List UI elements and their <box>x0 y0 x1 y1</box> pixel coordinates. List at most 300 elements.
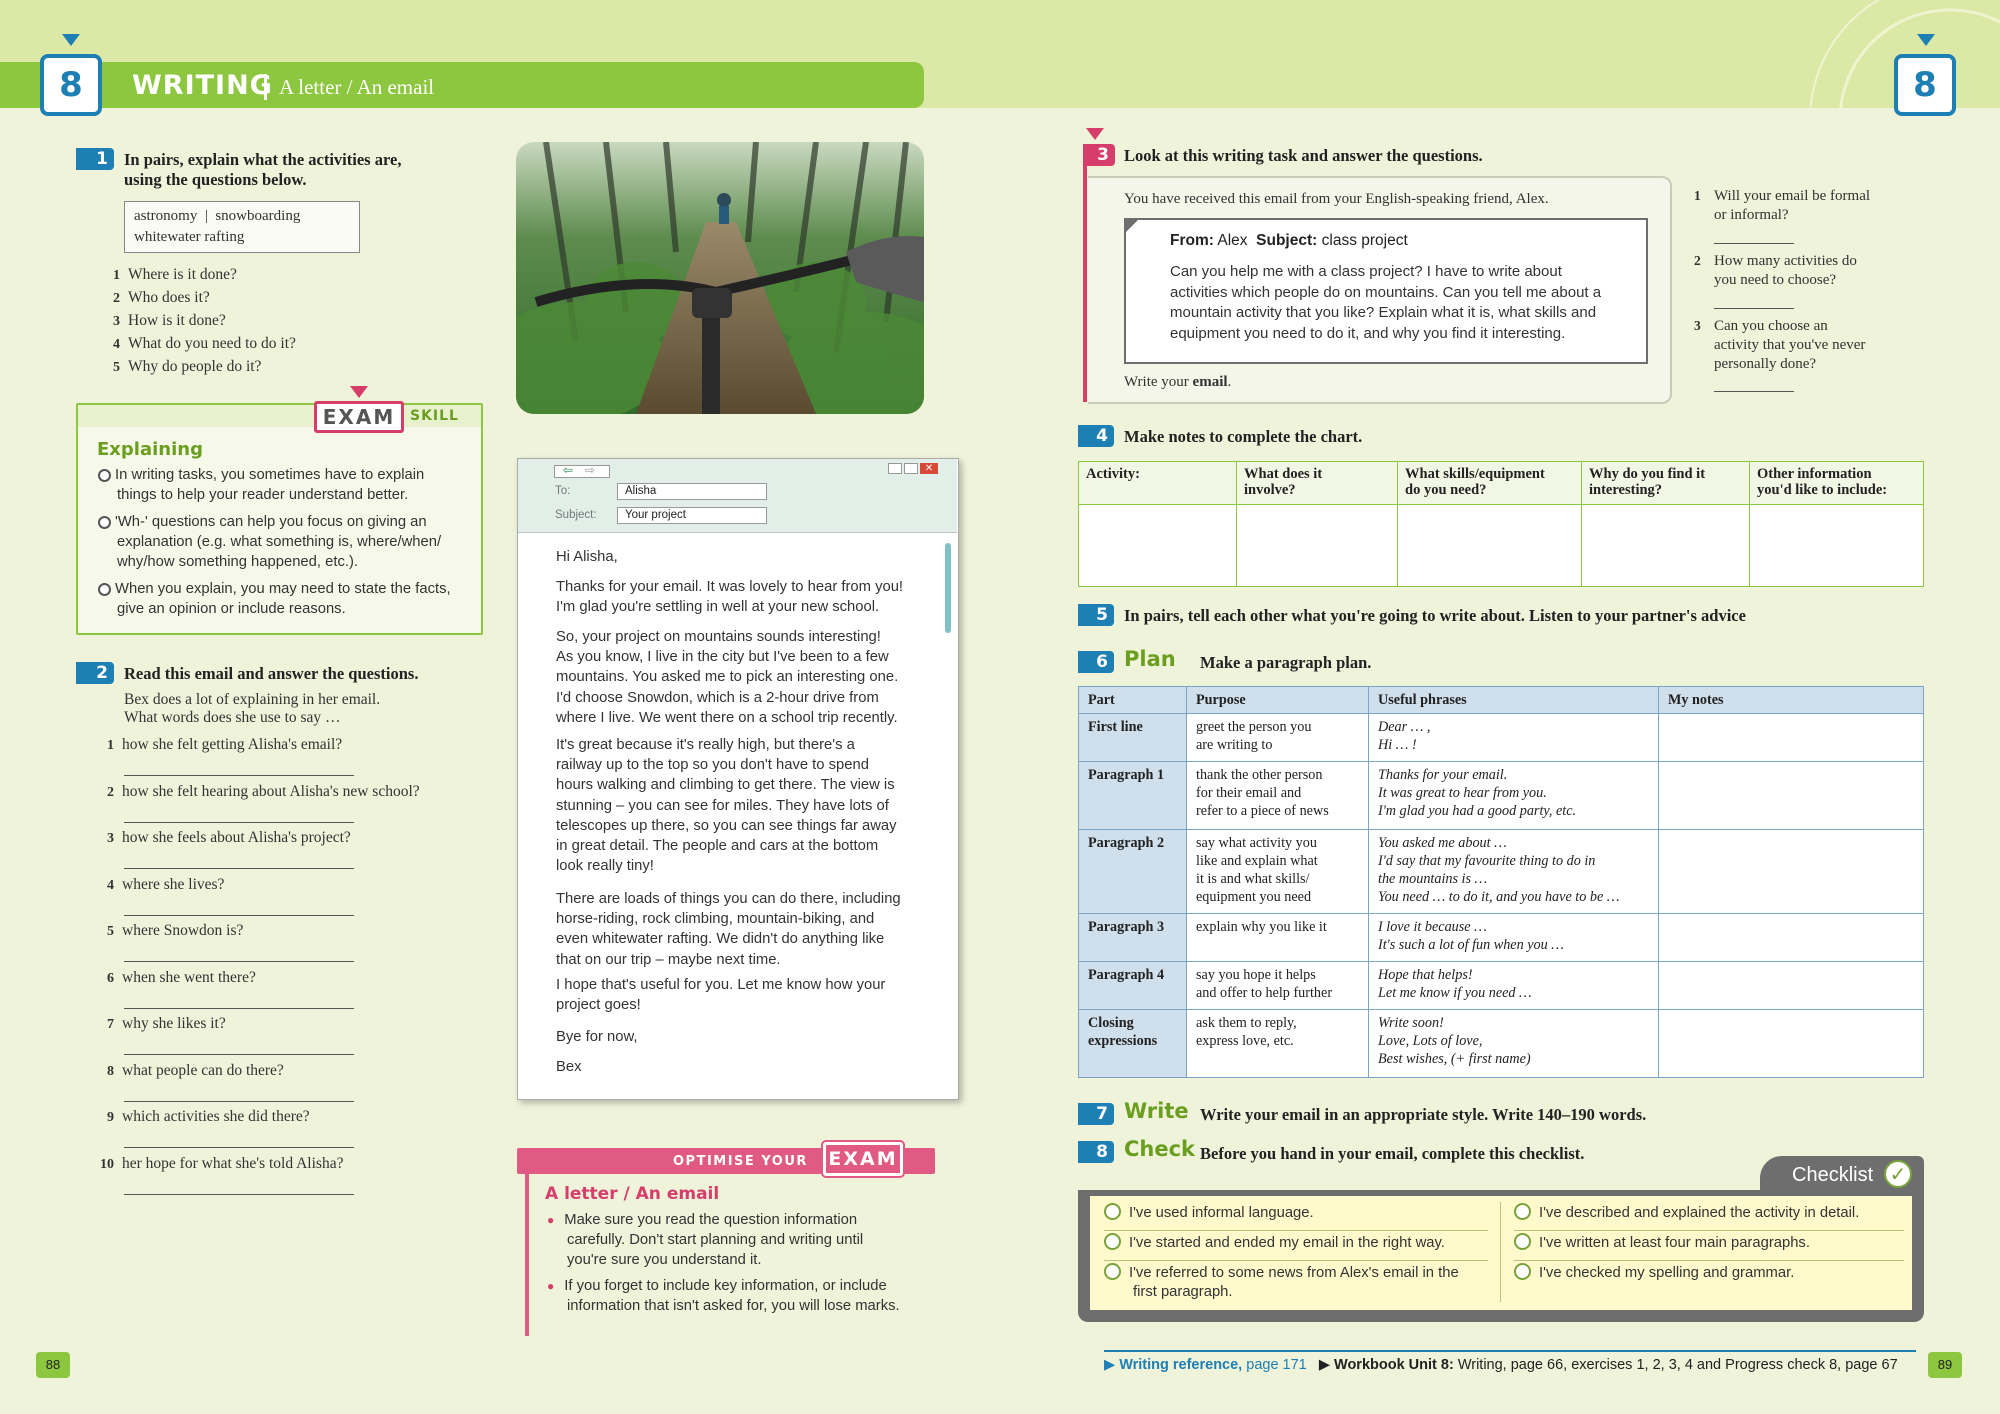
side-question-number: 3 <box>1694 318 1701 333</box>
bullet-line: things to help your reader understand better. <box>117 487 409 503</box>
question-text: How is it done? <box>128 312 226 329</box>
play-arrow-icon: ▶ <box>1318 1357 1330 1373</box>
question-number: 5 <box>107 924 114 939</box>
email-header <box>518 459 957 533</box>
email-body-line: telescopes up there, so you can see things far away <box>556 817 897 834</box>
question-text: why she likes it? <box>122 1015 226 1032</box>
exercise-4-badge: 4 <box>1078 425 1114 447</box>
question-number: 9 <box>107 1110 114 1125</box>
close-icon[interactable]: ✕ <box>920 463 938 474</box>
checklist-item[interactable] <box>1514 1233 1810 1253</box>
checkbox-circle-icon[interactable] <box>1514 1263 1531 1280</box>
header-line: What does it <box>1244 466 1323 482</box>
write-your-email <box>1124 374 1231 391</box>
optimise-label: OPTIMISE YOUR <box>673 1154 808 1169</box>
exercise-5-badge: 5 <box>1078 604 1114 626</box>
cell-line: Best wishes, (+ first name) <box>1378 1051 1531 1067</box>
plan-cell-purpose <box>1187 714 1369 762</box>
exam-skill-box <box>76 403 483 635</box>
exercise-6-instruction: Make a paragraph plan. <box>1200 653 1372 672</box>
email-body-line: As you know, I live in the city but I've been to a few <box>556 649 889 666</box>
plan-row <box>1079 962 1924 1010</box>
cell-line: Paragraph 2 <box>1088 835 1165 851</box>
question-number: 3 <box>113 314 120 329</box>
optimise-exam-box <box>517 1148 935 1314</box>
minimize-icon[interactable] <box>888 463 902 474</box>
question-text: which activities she did there? <box>122 1108 310 1125</box>
side-question <box>1694 186 1894 225</box>
skill-label: SKILL <box>410 408 459 424</box>
notes-chart <box>1078 461 1924 587</box>
cell-line: It was great to hear from you. <box>1378 785 1547 801</box>
email-body-line: I'm glad you're settling in well at your new school. <box>556 599 880 616</box>
checklist-divider <box>1500 1202 1501 1302</box>
body-line: mountain activity that you like? Explain what it is, what skills and <box>1170 304 1597 321</box>
cell-line: Closing <box>1088 1015 1134 1031</box>
bullet-line: If you forget to include key information, or include <box>564 1278 887 1294</box>
plan-cell-phrases <box>1369 762 1659 830</box>
checklist-item[interactable] <box>1104 1203 1314 1223</box>
side-question <box>1694 251 1894 290</box>
checkbox-circle-icon[interactable] <box>1514 1233 1531 1250</box>
answer-line[interactable] <box>124 915 354 916</box>
header-line: Activity: <box>1086 466 1140 482</box>
question-number: 3 <box>107 831 114 846</box>
question-text: What do you need to do it? <box>128 335 296 352</box>
corner-fold <box>1126 220 1138 232</box>
skill-bullet <box>98 579 478 619</box>
plan-cell-part <box>1079 962 1187 1010</box>
body-line: Can you help me with a class project? I have to write about <box>1170 263 1562 280</box>
checklist-item[interactable] <box>1104 1263 1459 1302</box>
checklist-text: first paragraph. <box>1133 1284 1233 1300</box>
plan-cell-phrases <box>1369 914 1659 962</box>
bullet-line: why/how something happened, etc.). <box>117 554 359 570</box>
plan-cell-purpose <box>1187 830 1369 914</box>
unit-number-badge-right: 8 <box>1894 54 1956 116</box>
question-text: what people can do there? <box>122 1061 284 1079</box>
plan-row <box>1079 1010 1924 1078</box>
exercise-2-intro-line2: What words does she use to say … <box>124 709 341 726</box>
plan-header-cell: Purpose <box>1187 687 1369 714</box>
side-question-line: or informal? <box>1714 207 1789 223</box>
exercise-3-side-bar <box>1083 144 1087 402</box>
ex2-question <box>92 1015 226 1033</box>
question-text: when she went there? <box>122 968 256 986</box>
to-label: To: <box>555 485 571 497</box>
checklist-item[interactable] <box>1514 1203 1859 1223</box>
optimise-side-bar <box>525 1174 529 1336</box>
plan-cell-part <box>1079 762 1187 830</box>
answer-line[interactable] <box>1714 243 1794 244</box>
answer-line[interactable] <box>124 1054 354 1055</box>
writing-task-intro: You have received this email from your English-speaking friend, Alex. <box>1124 191 1549 207</box>
alex-email-body <box>1170 262 1640 344</box>
question-number: 8 <box>107 1063 114 1079</box>
checklist-text: I've written at least four main paragraphs. <box>1539 1235 1810 1251</box>
exercise-7-badge: 7 <box>1078 1103 1114 1125</box>
question-number: 4 <box>107 877 114 893</box>
chart-header-cell <box>1750 462 1924 505</box>
exercise-5-instruction: In pairs, tell each other what you're going to write about. Listen to your partner's advice <box>1124 606 1746 625</box>
cell-line: Love, Lots of love, <box>1378 1033 1483 1049</box>
checkmark-icon: ✓ <box>1884 1160 1912 1188</box>
cell-line: First line <box>1088 719 1143 735</box>
page-number-right: 89 <box>1928 1352 1962 1378</box>
answer-line[interactable] <box>124 1194 354 1195</box>
answer-line[interactable] <box>1714 391 1794 392</box>
email-body-line: in great detail. The people and cars at the bottom <box>556 838 879 854</box>
page-number-left: 88 <box>36 1352 70 1378</box>
paragraph-plan-table <box>1078 686 1924 1078</box>
ex1-question <box>98 335 296 353</box>
cell-line: ask them to reply, <box>1196 1015 1297 1031</box>
cell-line: You asked me about … <box>1378 835 1507 851</box>
activity-word-box <box>124 201 360 253</box>
side-question-line: Can you choose an <box>1714 318 1828 334</box>
play-arrow-icon: ▶ <box>1104 1357 1116 1373</box>
plan-cell-phrases <box>1369 1010 1659 1078</box>
cell-line: it is and what skills/ <box>1196 871 1310 887</box>
back-arrow-icon[interactable]: ⇦ <box>563 463 574 477</box>
bullet-line: give an opinion or include reasons. <box>117 601 346 617</box>
workbook-label: Workbook Unit 8: <box>1334 1357 1454 1373</box>
cell-line: thank the other person <box>1196 767 1323 783</box>
body-line: equipment you need to do it, and why you find it interesting. <box>1170 324 1566 342</box>
ex2-question <box>92 876 224 894</box>
ex1-question <box>98 312 226 330</box>
cell-line: Write soon! <box>1378 1015 1444 1031</box>
bullet-line: In writing tasks, you sometimes have to explain <box>115 467 425 483</box>
section-title: WRITING <box>132 70 273 101</box>
ex2-question <box>92 969 256 987</box>
checkbox-circle-icon[interactable] <box>1104 1233 1121 1250</box>
write-word: email <box>1192 374 1228 390</box>
answer-line[interactable] <box>124 961 354 962</box>
exercise-1-instruction-line1: In pairs, explain what the activities are, <box>124 150 402 169</box>
plan-header-row <box>1079 687 1924 714</box>
exercise-7-instruction: Write your email in an appropriate style. Write 140–190 words. <box>1200 1105 1647 1124</box>
side-question <box>1694 316 1894 374</box>
cell-line: Thanks for your email. <box>1378 767 1508 783</box>
subject-label: Subject: <box>555 509 597 521</box>
question-number: 6 <box>107 970 114 986</box>
plan-cell-part <box>1079 830 1187 914</box>
chart-header-row <box>1079 462 1924 505</box>
cell-line: explain why you like it <box>1196 919 1327 935</box>
checklist-text: I've checked my spelling and grammar. <box>1539 1265 1795 1281</box>
subject-value: class project <box>1321 232 1408 249</box>
answer-line[interactable] <box>124 775 354 776</box>
email-body-line: Thanks for your email. It was lovely to hear from you! <box>556 579 904 595</box>
checkbox-circle-icon[interactable] <box>1514 1203 1531 1220</box>
exercise-2-badge: 2 <box>76 662 114 684</box>
optimise-exam-label: EXAM <box>823 1142 903 1176</box>
cell-line: It's such a lot of fun when you … <box>1378 937 1564 953</box>
bullet-line: you're sure you understand it. <box>567 1252 762 1268</box>
exercise-8-instruction: Before you hand in your email, complete this checklist. <box>1200 1144 1585 1163</box>
row-rule <box>1104 1230 1488 1231</box>
question-text: how she felt hearing about Alisha's new school? <box>122 782 420 800</box>
word-box-line2: whitewater rafting <box>134 229 245 245</box>
cell-line: and offer to help further <box>1196 985 1333 1001</box>
plan-row <box>1079 830 1924 914</box>
cell-line: refer to a piece of news <box>1196 803 1329 819</box>
cell-line: say what activity you <box>1196 835 1317 851</box>
cell-line: expressions <box>1088 1033 1158 1049</box>
chart-input-cell[interactable] <box>1750 505 1924 587</box>
plan-word: Plan <box>1124 647 1176 671</box>
question-text: where she lives? <box>122 875 225 893</box>
email-body-line: So, your project on mountains sounds interesting! <box>556 629 881 645</box>
marker-triangle <box>1917 34 1935 46</box>
marker-triangle <box>62 34 80 46</box>
cell-line: Paragraph 3 <box>1088 919 1165 935</box>
ex2-question <box>92 736 342 754</box>
bullet-line: explanation (e.g. what something is, where/when/ <box>117 534 442 550</box>
email-body-line: I hope that's useful for you. Let me know how your <box>556 977 886 993</box>
cell-line: I love it because … <box>1378 919 1487 935</box>
email-sender-name: Bex <box>556 1059 582 1075</box>
cell-line: Paragraph 4 <box>1088 967 1165 983</box>
exam-label: EXAM <box>314 401 404 433</box>
cell-line: greet the person you <box>1196 719 1312 735</box>
bullet-line: information that isn't asked for, you will lose marks. <box>567 1298 900 1314</box>
question-number: 2 <box>107 784 114 800</box>
cell-line: Dear … , <box>1378 719 1431 735</box>
side-question-number: 2 <box>1694 253 1701 268</box>
email-signoff: Bye for now, <box>556 1029 638 1045</box>
forest-trail-image <box>516 142 924 414</box>
checklist-item[interactable] <box>1104 1233 1445 1253</box>
marker-triangle <box>1086 128 1104 140</box>
plan-cell-notes[interactable] <box>1659 762 1924 830</box>
write-word: Write <box>1124 1099 1189 1123</box>
header-line: Other information <box>1757 466 1872 482</box>
mountain-bike-photo <box>516 142 924 414</box>
side-question-line: How many activities do <box>1714 253 1857 269</box>
chart-header-cell <box>1398 462 1582 505</box>
cell-line: Let me know if you need … <box>1378 985 1532 1001</box>
skill-bullet <box>98 465 478 505</box>
section-subtitle: A letter / An email <box>264 74 434 100</box>
email-body-line: hours walking and climbing to get there. The view is <box>556 777 895 794</box>
cell-line: I'd say that my favourite thing to do in <box>1378 853 1596 869</box>
cell-line: express love, etc. <box>1196 1033 1294 1049</box>
question-number: 1 <box>107 738 114 753</box>
email-body-line: railway up to the top so you don't have to spend <box>556 757 869 774</box>
cell-line: are writing to <box>1196 737 1273 753</box>
plan-cell-notes[interactable] <box>1659 1010 1924 1078</box>
header-line: interesting? <box>1589 482 1663 498</box>
optimise-bullet <box>547 1210 937 1270</box>
chart-input-cell[interactable] <box>1582 505 1750 587</box>
maximize-icon[interactable] <box>904 463 918 474</box>
plan-header-cell: Useful phrases <box>1369 687 1659 714</box>
chart-input-cell[interactable] <box>1398 505 1582 587</box>
cell-line: You need … to do it, and you have to be … <box>1378 889 1620 905</box>
bullet-line: Make sure you read the question information <box>564 1212 858 1228</box>
exercise-2-intro-line1: Bex does a lot of explaining in her email. <box>124 691 381 708</box>
plan-cell-notes[interactable] <box>1659 830 1924 914</box>
reference-page[interactable]: page 171 <box>1246 1357 1307 1373</box>
word-box-line1: astronomy | snowboarding <box>134 208 301 224</box>
email-body-line: project goes! <box>556 997 641 1014</box>
window-controls <box>888 463 948 475</box>
plan-cell-part <box>1079 714 1187 762</box>
email-body-line: I'd choose Snowdon, which is a 2-hour drive from <box>556 689 879 706</box>
email-greeting: Hi Alisha, <box>556 549 618 565</box>
bullet-circle-icon <box>98 516 111 529</box>
answer-line[interactable] <box>124 1101 354 1102</box>
side-question-number: 1 <box>1694 188 1701 203</box>
question-number: 1 <box>113 268 120 283</box>
plan-row <box>1079 714 1924 762</box>
answer-line[interactable] <box>124 1147 354 1148</box>
ex2-question <box>92 922 243 940</box>
checklist-text: I've described and explained the activity in detail. <box>1539 1205 1860 1221</box>
email-body-line: even whitewater rafting. We didn't do anything like <box>556 931 885 948</box>
chart-header-cell <box>1582 462 1750 505</box>
from-label: From: <box>1170 232 1214 249</box>
email-body-line: where I live. We went there on a school trip recently. <box>556 709 898 726</box>
subject-field[interactable]: Your project <box>617 507 767 524</box>
side-question-line: you need to choose? <box>1714 272 1837 288</box>
exercise-1-instruction-line2: using the questions below. <box>124 170 307 189</box>
cell-line: for their email and <box>1196 785 1302 801</box>
optimise-bullet <box>547 1276 937 1316</box>
footer-rule <box>1104 1350 1916 1352</box>
ex2-question <box>92 783 420 801</box>
scrollbar-thumb[interactable] <box>945 543 951 633</box>
from-value: Alex <box>1217 232 1248 249</box>
side-question-line: Will your email be formal <box>1714 188 1871 204</box>
checklist-item[interactable] <box>1514 1263 1794 1283</box>
bullet-circle-icon <box>98 583 111 596</box>
plan-cell-part <box>1079 1010 1187 1078</box>
email-body-line: horse-riding, rock climbing, mountain-biking, and <box>556 911 875 928</box>
marker-triangle <box>350 386 368 398</box>
bullet-circle-icon <box>98 469 111 482</box>
question-number: 10 <box>100 1156 114 1172</box>
ex2-question <box>92 1155 343 1173</box>
question-number: 7 <box>107 1017 114 1032</box>
checklist-text: I've started and ended my email in the right way. <box>1129 1235 1445 1251</box>
question-text: her hope for what she's told Alisha? <box>122 1154 344 1172</box>
workbook-text: Writing, page 66, exercises 1, 2, 3, 4 and Progress check 8, page 67 <box>1457 1357 1898 1373</box>
nav-arrows[interactable] <box>554 465 610 478</box>
header-line: you'd like to include: <box>1757 482 1888 498</box>
plan-cell-part <box>1079 914 1187 962</box>
plan-header-cell: My notes <box>1659 687 1924 714</box>
cell-line: say you hope it helps <box>1196 967 1316 983</box>
question-text: how she felt getting Alisha's email? <box>122 736 343 753</box>
plan-cell-purpose <box>1187 914 1369 962</box>
skill-bullet <box>98 512 478 572</box>
write-prefix: Write your <box>1124 374 1193 390</box>
checkbox-circle-icon[interactable] <box>1104 1203 1121 1220</box>
header-line: involve? <box>1244 482 1296 498</box>
email-body-line: There are loads of things you can do there, including <box>556 891 901 907</box>
chart-input-cell[interactable] <box>1079 505 1237 587</box>
plan-header-cell: Part <box>1079 687 1187 714</box>
ex1-question <box>98 289 210 307</box>
answer-line[interactable] <box>124 822 354 823</box>
exercise-6-badge: 6 <box>1078 651 1114 673</box>
bullet-line: When you explain, you may need to state the facts, <box>115 581 451 597</box>
cell-line: the mountains is … <box>1378 871 1488 887</box>
plan-cell-phrases <box>1369 962 1659 1010</box>
plan-cell-purpose <box>1187 962 1369 1010</box>
ex1-question <box>98 358 261 376</box>
forward-arrow-icon[interactable]: ⇨ <box>585 463 596 477</box>
plan-row <box>1079 914 1924 962</box>
checklist-text: I've referred to some news from Alex's email in the <box>1129 1265 1459 1281</box>
writing-reference-link[interactable]: Writing reference, <box>1119 1357 1243 1373</box>
alex-email-header <box>1170 232 1408 250</box>
answer-line[interactable] <box>124 868 354 869</box>
plan-cell-notes[interactable] <box>1659 714 1924 762</box>
exercise-3-badge: 3 <box>1083 144 1115 166</box>
checklist-text: I've used informal language. <box>1129 1205 1314 1221</box>
plan-cell-purpose <box>1187 1010 1369 1078</box>
subject-label: Subject: <box>1256 232 1318 249</box>
plan-cell-notes[interactable] <box>1659 914 1924 962</box>
cell-line: Paragraph 1 <box>1088 767 1165 783</box>
cell-line: like and explain what <box>1196 853 1318 869</box>
chart-input-row <box>1079 505 1924 587</box>
bullet-dot-icon: ● <box>547 1279 555 1293</box>
cell-line: I'm glad you had a good party, etc. <box>1378 803 1577 819</box>
question-text: where Snowdon is? <box>122 922 244 939</box>
check-word: Check <box>1124 1137 1196 1161</box>
bullet-line: carefully. Don't start planning and writing until <box>567 1232 864 1248</box>
chart-input-cell[interactable] <box>1237 505 1398 587</box>
question-text: Why do people do it? <box>128 358 262 375</box>
checklist-title: Checklist <box>1792 1164 1874 1186</box>
plan-cell-phrases <box>1369 714 1659 762</box>
bullet-line: 'Wh-' questions can help you focus on giving an <box>115 514 427 530</box>
question-text: Who does it? <box>128 289 210 306</box>
question-number: 2 <box>113 291 120 306</box>
cell-line: Hope that helps! <box>1378 967 1473 983</box>
bullet-dot-icon: ● <box>547 1213 555 1227</box>
plan-cell-notes[interactable] <box>1659 962 1924 1010</box>
chart-header-cell <box>1079 462 1237 505</box>
email-body-line: mountains. You asked me to pick an interesting one. <box>556 669 899 686</box>
body-line: activities which people do on mountains. Can you tell me about a <box>1170 283 1602 301</box>
to-field[interactable]: Alisha <box>617 483 767 500</box>
side-question-line: personally done? <box>1714 356 1817 372</box>
plan-cell-phrases <box>1369 830 1659 914</box>
optimise-heading: A letter / An email <box>545 1184 720 1204</box>
answer-line[interactable] <box>1714 308 1794 309</box>
email-body-line: that on our trip – maybe next time. <box>556 951 781 968</box>
row-rule <box>1514 1260 1904 1261</box>
ex2-question <box>92 829 351 847</box>
header-line: do you need? <box>1405 482 1487 498</box>
write-suffix: . <box>1227 374 1232 390</box>
exercise-2-instruction: Read this email and answer the questions. <box>124 664 419 683</box>
exercise-4-instruction: Make notes to complete the chart. <box>1124 427 1363 446</box>
row-rule <box>1514 1230 1904 1231</box>
checkbox-circle-icon[interactable] <box>1104 1263 1121 1280</box>
email-body-line: It's great because it's really high, but there's a <box>556 737 855 753</box>
ex2-question <box>92 1108 310 1126</box>
skill-heading: Explaining <box>97 439 203 460</box>
footer-reference <box>1104 1357 1898 1373</box>
answer-line[interactable] <box>124 1008 354 1009</box>
